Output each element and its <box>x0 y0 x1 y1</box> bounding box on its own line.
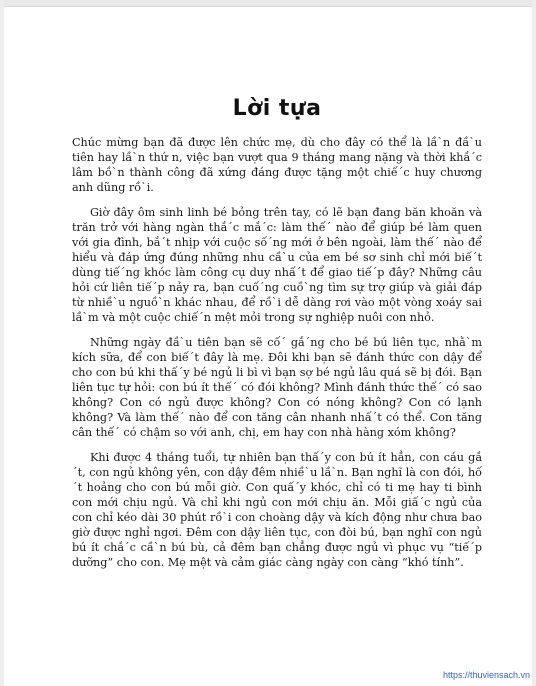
page-right-border <box>532 0 536 686</box>
page-left-border <box>0 0 4 686</box>
paragraph-2: Giờ đây ôm sinh linh bé bỏng trên tay, có lẽ bạn đang băn khoăn và trăn trở với hàng ngàn thắ´c mắ´c: làm thế´ nào để giúp bé làm quen với gia đình, bắ´t nhịp với cuộc số´ng mới ở bên ngoài, làm thế´ nào để hiểu và đáp ứng đúng những nhu cầ`u của em bé sơ sinh chỉ mới biế´t dùng tiế´ng khóc làm công cụ duy nhấ´t để giao tiế´p đây? Những câu hỏi cứ liên tiế´p nảy ra, bạn cuố´ng cuồ`ng tìm sự trợ giúp và giải đáp từ nhiề`u nguồ`n khác nhau, để rồ`i dễ dàng rơi vào một vòng xoáy sai lầ`m và một cuộc chiế´n mệt mỏi trong sự nghiệp nuôi con nhỏ. <box>72 206 482 324</box>
page-top-border <box>0 0 536 7</box>
paragraph-1: Chúc mừng bạn đã được lên chức mẹ, dù cho đây có thể là lầ`n đầ`u tiên hay lầ`n thứ n, việc bạn vượt qua 9 tháng mang nặng và thời khắ´c lâm bồ`n thành công đã xứng đáng được tặng một chiế´c huy chương anh dũng rồ`i. <box>72 136 482 194</box>
page-title: Lời tựa <box>232 96 322 121</box>
paragraph-3: Những ngày đầ`u tiên bạn sẽ cố´ gắ´ng cho bé bú liên tục, nhằ`m kích sữa, để con biế´t đây là mẹ. Đôi khi bạn sẽ đánh thức con dậy để cho con bú khi thấ´y bé ngủ li bì vì bạn sợ bé ngủ lâu quá sẽ bị đói. Bạn liên tục tự hỏi: con bú ít thế´ có đói không? Mình đánh thức thế´ có sao không? Con có ngủ được không? Con có nóng không? Con có lạnh không? Và làm thế´ nào để con tăng cân nhanh nhấ´t có thể. Con tăng cân thế´ có chậm so với anh, chị, em hay con nhà hàng xóm không? <box>72 336 482 439</box>
page-content <box>72 96 482 580</box>
source-link[interactable]: https://thuviensach.vn <box>442 670 530 680</box>
paragraph-4: Khi được 4 tháng tuổi, tự nhiên bạn thấ´y con bú ít hẳn, con cáu gắ´t, con ngủ không yên, con dậy đêm nhiề`u lầ`n. Bạn nghĩ là con đói, hố´t hoảng cho con bú mỗi giờ. Con quấ´y khóc, chỉ có ti mẹ hay ti bình con mới chịu ngủ. Và chỉ khi ngủ con mới chịu ăn. Mỗi giấ´c ngủ của con chỉ kéo dài 30 phút rồ`i con choàng dậy và kích động như chưa bao giờ được nghỉ ngơi. Đêm con dậy liên tục, con đòi bú, bạn nghĩ con ngủ bú ít chắ´c cầ`n bú bù, cả đêm bạn chẳng được ngủ vì phục vụ “tiế´p dưỡng” cho con. Mẹ mệt và cảm giác càng ngày con càng “khó tính”. <box>72 451 482 569</box>
